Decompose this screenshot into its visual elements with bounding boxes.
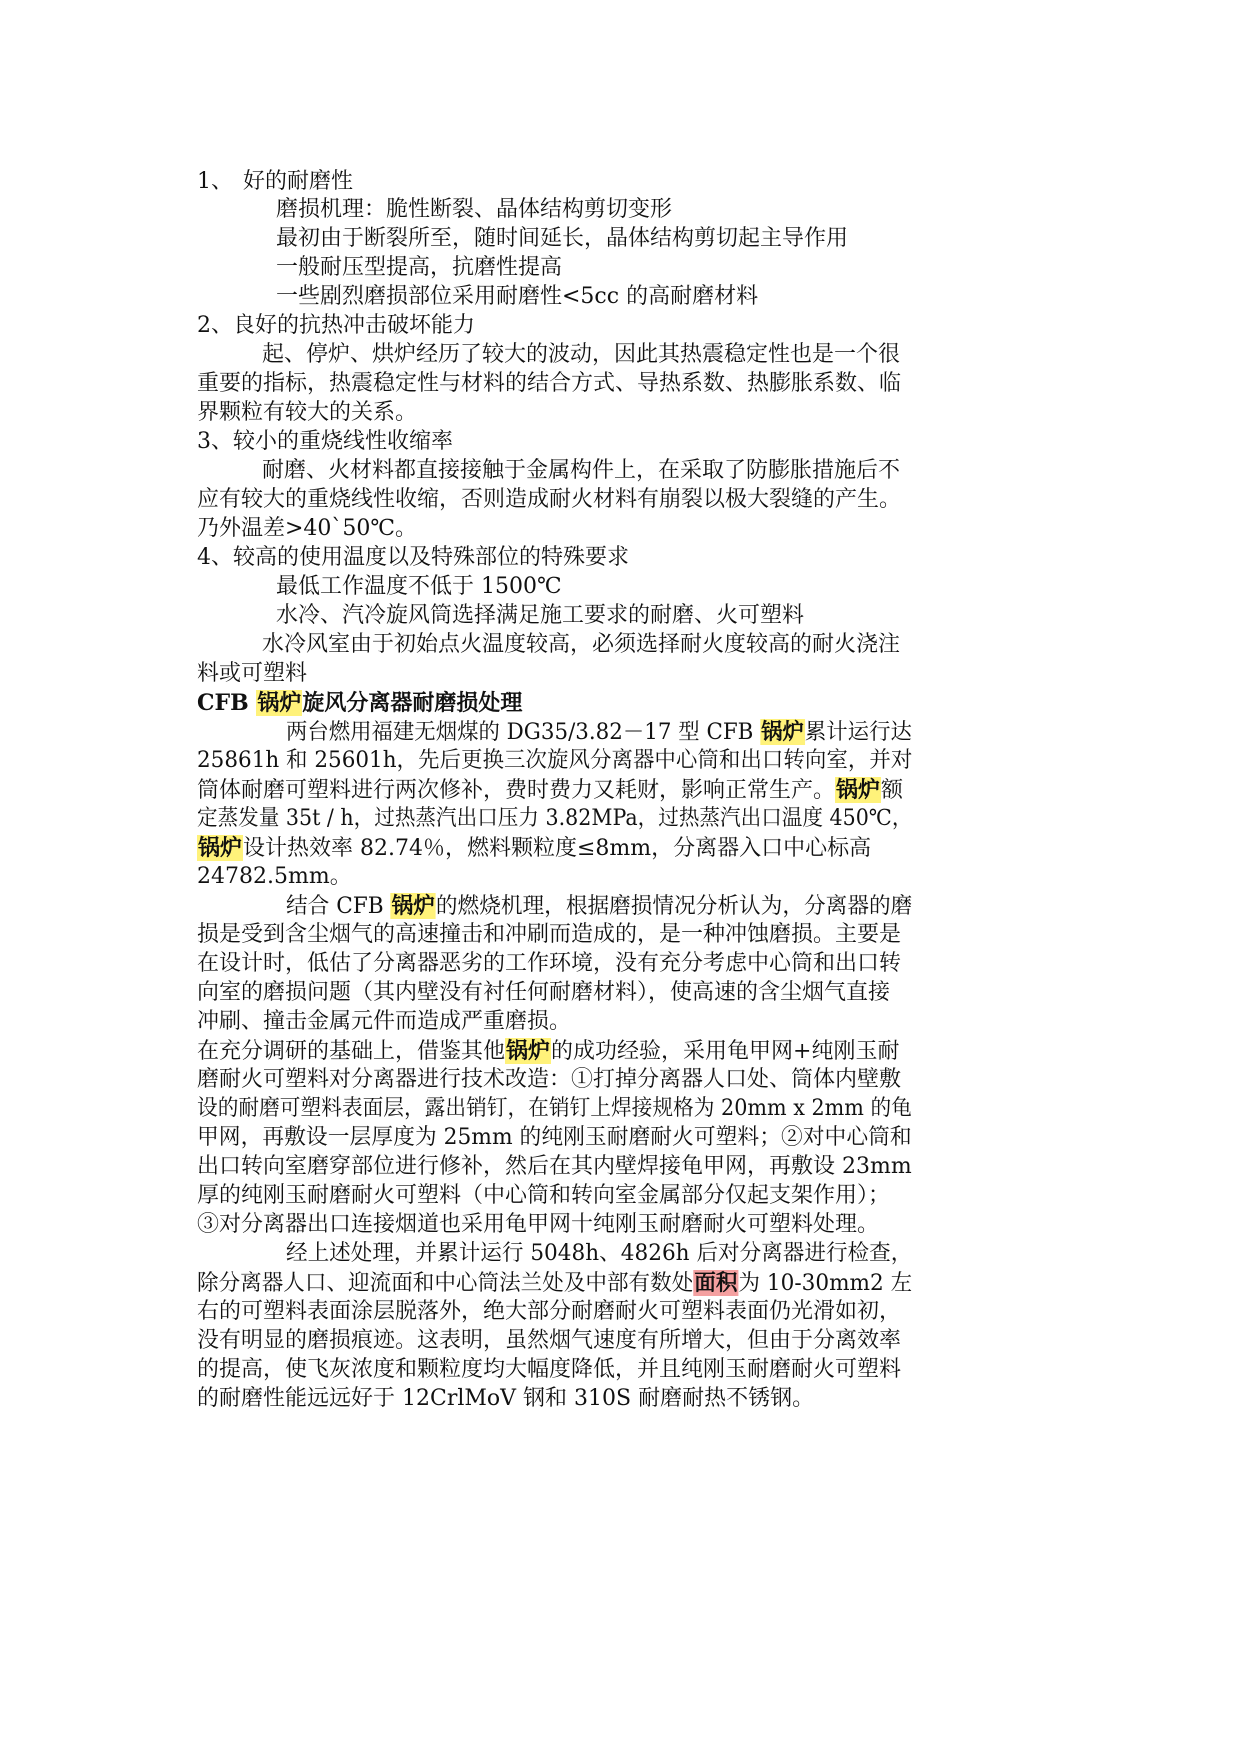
section-4-line: 料或可塑料 — [197, 661, 308, 686]
article-p4-line: 右的可塑料表面涂层脱落外，绝大部分耐磨耐火可塑料表面仍光滑如初， — [197, 1299, 902, 1324]
article-p4-line: 除分离器人口、迎流面和中心筒法兰处及中部有数处面积为 10-30mm2 左 — [197, 1270, 913, 1296]
section-3-line: 耐磨、火材料都直接接触于金属构件上，在采取了防膨胀措施后不 — [262, 458, 901, 483]
section-2-heading: 2、良好的抗热冲击破坏能力 — [197, 313, 475, 338]
keyword-highlight: 锅炉 — [761, 719, 804, 745]
section-4-line: 水冷风室由于初始点火温度较高，必须选择耐火度较高的耐火浇注 — [262, 632, 901, 657]
article-p3-line: 设的耐磨可塑料表面层，露出销钉，在销钉上焊接规格为 20mm x 2mm 的龟 — [197, 1096, 912, 1121]
article-p4-line: 的耐磨性能远远好于 12CrlMoV 钢和 310S 耐磨耐热不锈钢。 — [197, 1386, 815, 1411]
section-1-item: 一般耐压型提高，抗磨性提高 — [276, 255, 563, 280]
article-p4-line: 没有明显的磨损痕迹。这表明，虽然烟气速度有所增大，但由于分离效率 — [197, 1328, 902, 1353]
article-p1-line: 锅炉设计热效率 82.74％，燃料颗粒度≤8mm，分离器入口中心标高 — [198, 835, 872, 861]
keyword-highlight: 锅炉 — [836, 777, 881, 803]
section-1-item: 一些剧烈磨损部位采用耐磨性<5cc 的高耐磨材料 — [276, 284, 759, 309]
section-2-line: 界颗粒有较大的关系。 — [197, 400, 418, 425]
section-4-line: 水冷、汽冷旋风筒选择满足施工要求的耐磨、火可塑料 — [276, 603, 805, 628]
section-4-line: 最低工作温度不低于 1500℃ — [276, 574, 562, 599]
article-p3-line: ③对分离器出口连接烟道也采用龟甲网十纯刚玉耐磨耐火可塑料处理。 — [197, 1212, 880, 1237]
article-p3-line: 磨耐火可塑料对分离器进行技术改造：①打掉分离器人口处、筒体内壁敷 — [197, 1067, 902, 1092]
keyword-highlight-pink: 面积 — [694, 1270, 738, 1296]
article-p2-line: 向室的磨损问题（其内壁没有衬任何耐磨材料），使高速的含尘烟气直接 — [197, 980, 891, 1005]
keyword-highlight: 锅炉 — [257, 690, 302, 716]
article-p3-line: 出口转向室磨穿部位进行修补，然后在其内壁焊接龟甲网，再敷设 23mm — [197, 1154, 912, 1179]
section-1-item: 磨损机理：脆性断裂、晶体结构剪切变形 — [276, 197, 673, 222]
section-4-heading: 4、较高的使用温度以及特殊部位的特殊要求 — [197, 545, 629, 570]
article-p2-line: 结合 CFB 锅炉的燃烧机理，根据磨损情况分析认为，分离器的磨 — [286, 893, 913, 919]
article-p2-line: 损是受到含尘烟气的高速撞击和冲刷而造成的，是一种冲蚀磨损。主要是 — [197, 922, 902, 947]
article-p1-line: 24782.5mm。 — [197, 864, 352, 889]
article-p3-line: 甲网，再敷设一层厚度为 25mm 的纯刚玉耐磨耐火可塑料；②对中心筒和 — [197, 1125, 912, 1150]
article-p1-line: 25861h 和 25601h，先后更换三次旋风分离器中心筒和出口转向室，并对 — [197, 748, 913, 773]
section-2-line: 重要的指标，热震稳定性与材料的结合方式、导热系数、热膨胀系数、临 — [197, 371, 902, 396]
section-3-line: 乃外温差>40`50℃。 — [197, 516, 418, 541]
section-3-line: 应有较大的重烧线性收缩，否则造成耐火材料有崩裂以极大裂缝的产生。 — [197, 487, 902, 512]
article-p3-line: 在充分调研的基础上，借鉴其他锅炉的成功经验，采用龟甲网+纯刚玉耐 — [197, 1038, 900, 1064]
article-p4-line: 经上述处理，并累计运行 5048h、4826h 后对分离器进行检查， — [286, 1241, 913, 1266]
article-title: CFB 锅炉旋风分离器耐磨损处理 — [197, 690, 523, 716]
article-p2-line: 在设计时，低估了分离器恶劣的工作环境，没有充分考虑中心筒和出口转 — [197, 951, 902, 976]
article-p4-line: 的提高，使飞灰浓度和颗粒度均大幅度降低，并且纯刚玉耐磨耐火可塑料 — [197, 1357, 902, 1382]
article-p3-line: 厚的纯刚玉耐磨耐火可塑料（中心筒和转向室金属部分仅起支架作用）； — [197, 1183, 891, 1208]
section-1-heading: 好的耐磨性 — [243, 169, 354, 194]
section-3-heading: 3、较小的重烧线性收缩率 — [197, 429, 453, 454]
article-p1-line: 两台燃用福建无烟煤的 DG35/3.82－17 型 CFB 锅炉累计运行达 — [286, 719, 912, 745]
keyword-highlight: 锅炉 — [506, 1038, 551, 1064]
article-p2-line: 冲刷、撞击金属元件而造成严重磨损。 — [197, 1009, 572, 1034]
keyword-highlight: 锅炉 — [198, 835, 243, 861]
article-p1-line: 定蒸发量 35t / h，过热蒸汽出口压力 3.82MPa，过热蒸汽出口温度 450℃， — [197, 806, 913, 831]
section-1-number: 1、 — [197, 169, 233, 194]
section-1-item: 最初由于断裂所至，随时间延长，晶体结构剪切起主导作用 — [276, 226, 849, 251]
article-p1-line: 筒体耐磨可塑料进行两次修补，费时费力又耗财，影响正常生产。锅炉额 — [197, 777, 904, 803]
section-2-line: 起、停炉、烘炉经历了较大的波动，因此其热震稳定性也是一个很 — [262, 342, 901, 367]
keyword-highlight: 锅炉 — [391, 893, 435, 919]
